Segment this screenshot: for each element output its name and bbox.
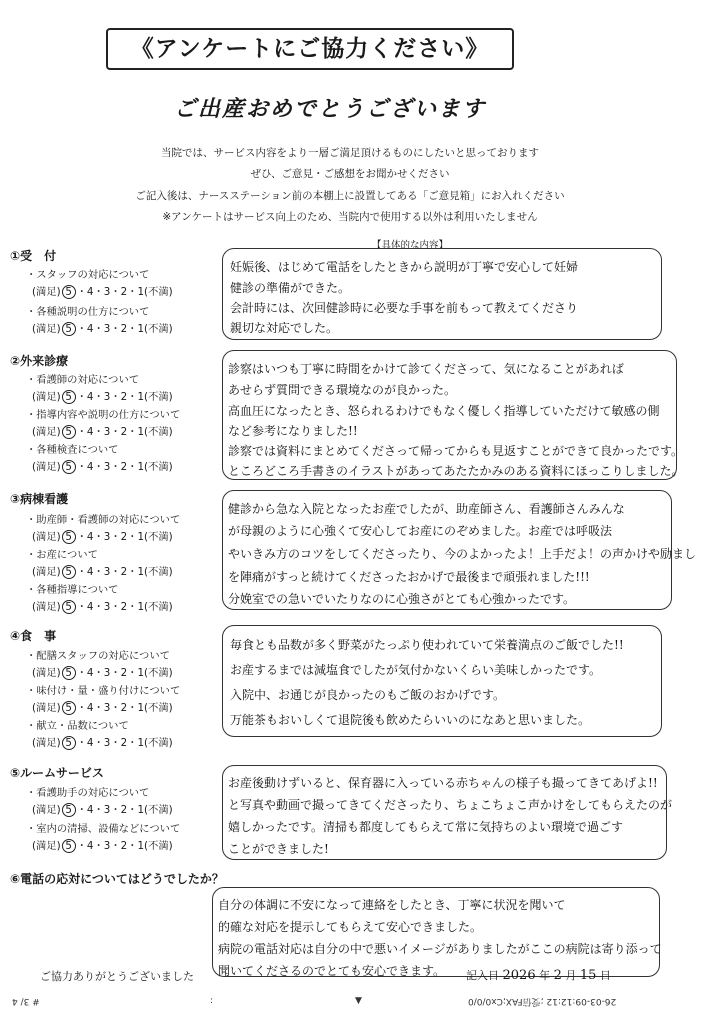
rating-scale: (満足) 5 ・4・3・2・1(不満) — [32, 323, 173, 335]
intro-line-1: 当院では、サービス内容をより一層ご満足頂けるものにしたいと思っております — [161, 147, 539, 159]
question-item: ・指導内容や説明の仕方について — [26, 409, 181, 421]
selected-rating: 5 — [62, 701, 76, 715]
rating-scale: (満足) 5 ・4・3・2・1(不満) — [32, 702, 173, 714]
question-item: ・看護師の対応について — [26, 374, 140, 386]
intro-line-3: ご記入後は、ナースステーション前の本棚上に設置してある「ご意見箱」にお入れください — [135, 190, 565, 202]
entry-day: 15 — [579, 968, 597, 983]
rating-scale: (満足) 5 ・4・3・2・1(不満) — [32, 286, 173, 298]
entry-date-label: 記入日 — [466, 969, 499, 982]
comment-line: お産後動けずいると、保育器に入っている赤ちゃんの様子も撮ってきてあげよ!! — [228, 776, 658, 790]
comment-line: ことができました! — [228, 842, 329, 856]
section-meals-title: ④食 事 — [10, 629, 57, 643]
fax-arrow-icon: ▼ — [355, 996, 362, 1006]
comment-line: 会計時には、次回健診時に必要な手事を前もって教えてくださり — [230, 301, 579, 315]
comment-line: 聞いてくださるのでとても安心できます。 — [218, 964, 446, 978]
selected-rating: 5 — [62, 322, 76, 336]
intro-line-4: ※アンケートはサービス向上のため、当院内で使用する以外は利用いたしません — [162, 211, 538, 223]
comment-line: など参考になりました!! — [228, 424, 358, 438]
selected-rating: 5 — [62, 803, 76, 817]
question-item: ・助産師・看護師の対応について — [26, 514, 181, 526]
section-room-service-title: ⑤ルームサービス — [10, 766, 104, 780]
selected-rating: 5 — [62, 600, 76, 614]
selected-rating: 5 — [62, 425, 76, 439]
comment-line: と写真や動画で撮ってきてくださったり、ちょこちょこ声かけをしてもらえたのが — [228, 798, 673, 812]
rating-scale: (満足) 5 ・4・3・2・1(不満) — [32, 601, 173, 613]
question-item: ・各種指導について — [26, 584, 119, 596]
section-reception-title: ①受 付 — [10, 249, 57, 263]
selected-rating: 5 — [62, 530, 76, 544]
fax-mark: : — [210, 996, 214, 1006]
comment-line: が母親のように心強くて安心してお産にのぞめました。お産では呼吸法 — [228, 524, 613, 538]
comment-line: 毎食とも品数が多く野菜がたっぷり使われていて栄養満点のご飯でした!! — [230, 638, 624, 652]
rating-scale: (満足) 5 ・4・3・2・1(不満) — [32, 531, 173, 543]
comment-line: 健診から急な入院となったお産でしたが、助産師さん、看護師さんみんな — [228, 502, 625, 516]
comment-line: 万能茶もおいしくて退院後も飲めたらいいのになあと思いました。 — [230, 713, 591, 727]
entry-month: 2 — [553, 968, 562, 983]
question-item: ・味付け・量・盛り付けについて — [26, 685, 181, 697]
page-title: 《アンケートにご協力ください》 — [106, 28, 514, 70]
fax-header: 26-03-09:12:12 ;受信FAX;Cx0/0/0 — [468, 996, 617, 1006]
section-outpatient-title: ②外来診療 — [10, 354, 69, 368]
comment-line: 妊娠後、はじめて電話をしたときから説明が丁寧で安心して妊婦 — [230, 260, 579, 274]
rating-scale: (満足) 5 ・4・3・2・1(不満) — [32, 804, 173, 816]
comment-line: 分娩室での急いでいたりなのに心強さがとても心強かったです。 — [228, 592, 576, 606]
question-item: ・看護助手の対応について — [26, 787, 150, 799]
rating-scale: (満足) 5 ・4・3・2・1(不満) — [32, 391, 173, 403]
comment-line: 親切な対応でした。 — [230, 321, 339, 335]
question-item: ・各種検査について — [26, 444, 119, 456]
selected-rating: 5 — [62, 666, 76, 680]
entry-year: 2026 — [502, 968, 536, 983]
selected-rating: 5 — [62, 460, 76, 474]
question-item: ・スタッフの対応について — [26, 269, 150, 281]
thanks-message: ご協力ありがとうございました — [40, 970, 194, 983]
rating-scale: (満足) 5 ・4・3・2・1(不満) — [32, 737, 173, 749]
section-ward-nursing-title: ③病棟看護 — [10, 492, 69, 506]
comment-line: 自分の体調に不安になって連絡をしたとき、丁寧に状況を聞いて — [218, 898, 566, 912]
comment-line: ところどころ手書きのイラストがあってあたたかみのある資料にほっこりしました。 — [228, 464, 684, 478]
comment-line: 的確な対応を提示してもらえて安心できました。 — [218, 920, 483, 934]
selected-rating: 5 — [62, 390, 76, 404]
rating-scale: (満足) 5 ・4・3・2・1(不満) — [32, 461, 173, 473]
comment-line: 嬉しかったです。清掃も都度してもらえて常に気持ちのよい環境で過ごす — [228, 820, 624, 834]
question-item: ・お産について — [26, 549, 98, 561]
comment-line: 診察はいつも丁寧に時間をかけて診てくださって、気になることがあれば — [228, 362, 624, 376]
comment-line: 高血圧になったとき、怒られるわけでもなく優しく指導していただけて敏感の側 — [228, 404, 660, 418]
intro-line-2: ぜひ、ご意見・ご感想をお聞かせください — [250, 168, 450, 180]
rating-scale: (満足) 5 ・4・3・2・1(不満) — [32, 840, 173, 852]
rating-scale: (満足) 5 ・4・3・2・1(不満) — [32, 667, 173, 679]
question-item: ・配膳スタッフの対応について — [26, 650, 170, 662]
rating-scale: (満足) 5 ・4・3・2・1(不満) — [32, 426, 173, 438]
question-item: ・献立・品数について — [26, 720, 129, 732]
selected-rating: 5 — [62, 565, 76, 579]
comment-line: 健診の準備ができた。 — [230, 281, 351, 295]
selected-rating: 5 — [62, 839, 76, 853]
comment-line: お産するまでは減塩食でしたが気付かないくらい美味しかったです。 — [230, 663, 602, 677]
rating-scale: (満足) 5 ・4・3・2・1(不満) — [32, 566, 173, 578]
comment-line: あせらず質問できる環境なのが良かった。 — [228, 383, 457, 397]
question-item: ・各種説明の仕方について — [26, 306, 150, 318]
comment-line: を陣痛がすっと続けてくださったおかげで最後まで頑張れました!!! — [228, 570, 590, 584]
selected-rating: 5 — [62, 736, 76, 750]
congratulations-heading: ご出産おめでとうございます — [173, 97, 486, 122]
fax-page-number: # 3/ 4 — [12, 996, 40, 1006]
entry-date: 記入日 2026 年 2 月 15 日 — [466, 968, 611, 983]
selected-rating: 5 — [62, 285, 76, 299]
question-item: ・室内の清掃、設備などについて — [26, 823, 181, 835]
comment-line: 病院の電話対応は自分の中で悪いイメージがありましたがここの病院は寄り添って — [218, 942, 662, 956]
section-phone-title: ⑥電話の応対についてはどうでしたか？ — [10, 872, 224, 886]
comment-line: 入院中、お通じが良かったのもご飯のおかげです。 — [230, 688, 506, 702]
comment-line: やいきみ方のコツをしてくださったり、今のよかったよ！上手だよ！の声かけや励まし — [228, 547, 697, 561]
comment-line: 診察では資料にまとめてくださって帰ってからも見返すことができて良かったです。 — [228, 444, 684, 458]
detail-label: 【具体的な内容】 — [372, 240, 449, 251]
